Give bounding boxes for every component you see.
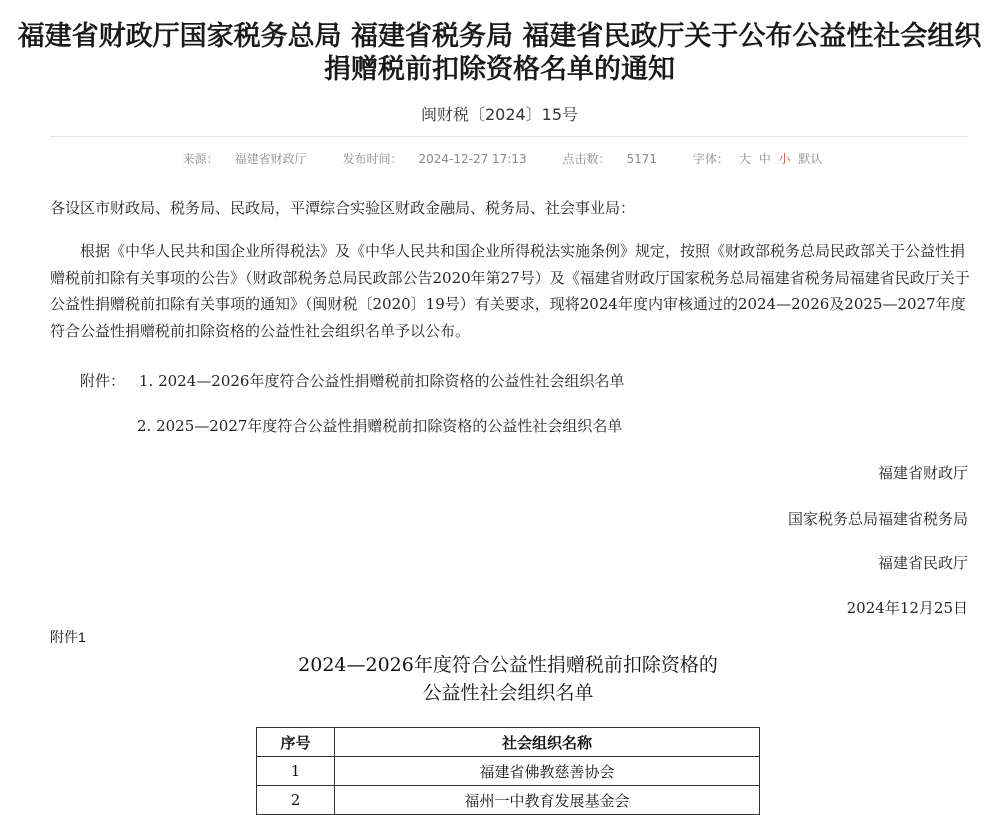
font-size-medium-link[interactable]: 中 (758, 152, 771, 166)
appendix-title-line1: 2024—2026年度符合公益性捐赠税前扣除资格的 (298, 654, 718, 676)
divider (50, 136, 968, 137)
font-size-large-link[interactable]: 大 (738, 152, 751, 166)
notice-title (0, 20, 999, 86)
article-meta (0, 150, 999, 167)
meta-clicks (554, 152, 665, 166)
attachment-1 (80, 370, 624, 391)
cell-name: 福建省佛教慈善协会 (335, 757, 760, 786)
meta-publish (334, 152, 534, 166)
signature-finance-dept: 福建省财政厅 (877, 464, 968, 482)
attachments-label: 附件： (80, 372, 126, 390)
signature-tax-bureau: 国家税务总局福建省税务局 (787, 510, 968, 528)
meta-source (175, 152, 315, 166)
table-header-row (257, 728, 760, 757)
organization-table (256, 727, 760, 815)
font-size-switcher (685, 152, 825, 166)
col-header-no: 序号 (257, 728, 335, 757)
publish-time: 2024-12-27 17:13 (418, 152, 527, 166)
font-size-default-link[interactable]: 默认 (798, 152, 823, 166)
clicks-value: 5171 (626, 152, 657, 166)
doc-number: 闽财税〔2024〕15号 (420, 105, 579, 124)
signature-date: 2024年12月25日 (846, 599, 968, 617)
signature-civil-affairs: 福建省民政厅 (877, 554, 968, 572)
attachment-1-text: 1. 2024—2026年度符合公益性捐赠税前扣除资格的公益性社会组织名单 (139, 372, 625, 390)
table-row (257, 786, 760, 815)
salutation: 各设区市财政局、税务局、民政局，平潭综合实验区财政金融局、税务局、社会事业局： (50, 199, 636, 217)
table-row (257, 757, 760, 786)
appendix-title-line2: 公益性社会组织名单 (422, 682, 594, 704)
font-label: 字体： (692, 152, 729, 166)
attachment-2: 2. 2025—2027年度符合公益性捐赠税前扣除资格的公益性社会组织名单 (137, 417, 623, 435)
publish-label: 发布时间： (342, 152, 403, 166)
notice-title-line2: 捐赠税前扣除资格名单的通知 (324, 54, 675, 85)
cell-no: 2 (257, 786, 335, 815)
cell-no: 1 (257, 757, 335, 786)
main-paragraph: 根据《中华人民共和国企业所得税法》及《中华人民共和国企业所得税法实施条例》规定，按照《财政部税务总局民政部关于公益性捐赠税前扣除有关事项的公告》（财政部税务总局民政部公告2020年第27号）及《福建省财政厅国家税务总局福建省税务局福建省民政厅关于公益性捐赠税前扣除有关事项的通知》（闽财税〔2020〕19号）有关要求，现将2024年度内审核通过的2024—2026及2025—2027年度符合公益性捐赠税前扣除资格的公益性社会组织名单予以公布。 (50, 242, 970, 340)
source-value: 福建省财政厅 (234, 152, 307, 166)
appendix-title (0, 651, 999, 707)
notice-title-line1: 福建省财政厅国家税务总局 福建省税务局 福建省民政厅关于公布公益性社会组织 (17, 21, 982, 52)
font-size-small-link[interactable]: 小 (778, 152, 791, 166)
source-label: 来源： (182, 152, 219, 166)
clicks-label: 点击数： (562, 152, 611, 166)
cell-name: 福州一中教育发展基金会 (335, 786, 760, 815)
col-header-name: 社会组织名称 (335, 728, 760, 757)
appendix-label: 附件1 (50, 629, 86, 645)
